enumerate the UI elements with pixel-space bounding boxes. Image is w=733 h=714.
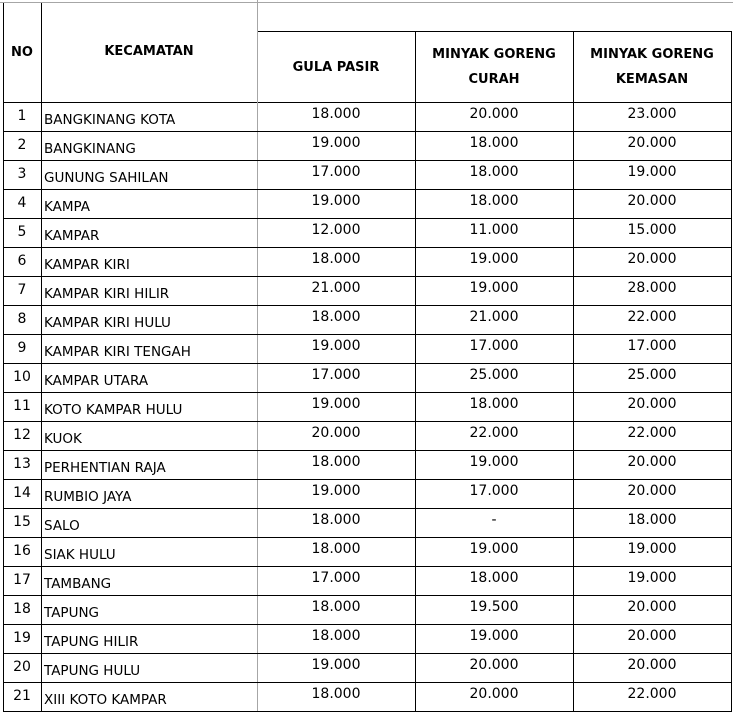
cell-minyak-kemasan: 17.000 bbox=[627, 338, 677, 354]
cell-minyak-curah: 19.000 bbox=[469, 280, 519, 296]
cell-minyak-kemasan: 23.000 bbox=[627, 106, 677, 122]
cell-minyak-kemasan: 20.000 bbox=[627, 251, 677, 267]
cell-kecamatan: KAMPAR KIRI TENGAH bbox=[44, 344, 191, 360]
table-row bbox=[0, 219, 733, 248]
cell-minyak-kemasan: 20.000 bbox=[627, 396, 677, 412]
cell-minyak-kemasan: 20.000 bbox=[627, 599, 677, 615]
cell-gula-pasir: 18.000 bbox=[311, 541, 361, 557]
cell-no: 1 bbox=[17, 108, 27, 124]
header-minyak-kemasan-line1: MINYAK GORENG bbox=[590, 47, 714, 62]
cell-gula-pasir: 17.000 bbox=[311, 367, 361, 383]
cell-minyak-curah: 21.000 bbox=[469, 309, 519, 325]
cell-no: 14 bbox=[13, 485, 31, 501]
cell-kecamatan: RUMBIO JAYA bbox=[44, 489, 132, 505]
cell-gula-pasir: 20.000 bbox=[311, 425, 361, 441]
cell-minyak-curah: 18.000 bbox=[469, 164, 519, 180]
cell-minyak-curah: 25.000 bbox=[469, 367, 519, 383]
cell-no: 5 bbox=[17, 224, 27, 240]
cell-minyak-kemasan: 20.000 bbox=[627, 483, 677, 499]
cell-gula-pasir: 18.000 bbox=[311, 454, 361, 470]
cell-gula-pasir: 12.000 bbox=[311, 222, 361, 238]
cell-gula-pasir: 18.000 bbox=[311, 309, 361, 325]
cell-no: 16 bbox=[13, 543, 31, 559]
cell-minyak-kemasan: 20.000 bbox=[627, 193, 677, 209]
cell-minyak-curah: 18.000 bbox=[469, 193, 519, 209]
cell-no: 3 bbox=[17, 166, 27, 182]
cell-kecamatan: KUOK bbox=[44, 431, 82, 447]
cell-minyak-curah: 17.000 bbox=[469, 483, 519, 499]
table-row bbox=[0, 625, 733, 654]
cell-gula-pasir: 18.000 bbox=[311, 512, 361, 528]
cell-gula-pasir: 19.000 bbox=[311, 483, 361, 499]
header-minyak-goreng-kemasan bbox=[573, 32, 731, 102]
cell-kecamatan: PERHENTIAN RAJA bbox=[44, 460, 166, 476]
cell-kecamatan: TAPUNG HULU bbox=[44, 663, 141, 679]
cell-no: 6 bbox=[17, 253, 27, 269]
cell-gula-pasir: 19.000 bbox=[311, 193, 361, 209]
table-row bbox=[0, 538, 733, 567]
row-border bbox=[3, 711, 732, 712]
cell-no: 2 bbox=[17, 137, 27, 153]
table-row bbox=[0, 596, 733, 625]
cell-no: 8 bbox=[17, 311, 27, 327]
table-row bbox=[0, 306, 733, 335]
table-row bbox=[0, 190, 733, 219]
cell-no: 10 bbox=[13, 369, 31, 385]
cell-gula-pasir: 18.000 bbox=[311, 628, 361, 644]
cell-no: 9 bbox=[17, 340, 27, 356]
table-row bbox=[0, 277, 733, 306]
cell-no: 7 bbox=[17, 282, 27, 298]
cell-kecamatan: KAMPAR KIRI HULU bbox=[44, 315, 171, 331]
cell-minyak-kemasan: 22.000 bbox=[627, 309, 677, 325]
cell-gula-pasir: 18.000 bbox=[311, 686, 361, 702]
header-minyak-kemasan-line2: KEMASAN bbox=[615, 72, 689, 87]
header-minyak-goreng-curah bbox=[415, 32, 573, 102]
cell-minyak-curah: 17.000 bbox=[469, 338, 519, 354]
table-row bbox=[0, 335, 733, 364]
cell-gula-pasir: 19.000 bbox=[311, 396, 361, 412]
header-gula-pasir: GULA PASIR bbox=[292, 59, 380, 75]
cell-kecamatan: KAMPAR KIRI HILIR bbox=[44, 286, 170, 302]
cell-minyak-kemasan: 19.000 bbox=[627, 570, 677, 586]
cell-no: 4 bbox=[17, 195, 27, 211]
cell-minyak-curah: 20.000 bbox=[469, 106, 519, 122]
cell-minyak-curah: 22.000 bbox=[469, 425, 519, 441]
cell-minyak-curah: 20.000 bbox=[469, 686, 519, 702]
cell-kecamatan: TAPUNG HILIR bbox=[44, 634, 139, 650]
cell-minyak-kemasan: 20.000 bbox=[627, 657, 677, 673]
cell-minyak-curah: 19.000 bbox=[469, 628, 519, 644]
header-minyak-curah-line2: CURAH bbox=[468, 72, 520, 87]
cell-minyak-kemasan: 20.000 bbox=[627, 135, 677, 151]
cell-gula-pasir: 18.000 bbox=[311, 251, 361, 267]
cell-minyak-curah: - bbox=[491, 512, 497, 528]
cell-kecamatan: SALO bbox=[44, 518, 80, 534]
cell-minyak-curah: 19.000 bbox=[469, 541, 519, 557]
cell-no: 20 bbox=[13, 659, 31, 675]
cell-minyak-kemasan: 28.000 bbox=[627, 280, 677, 296]
table-row bbox=[0, 683, 733, 712]
header-kecamatan: KECAMATAN bbox=[104, 44, 194, 59]
cell-minyak-kemasan: 19.000 bbox=[627, 541, 677, 557]
table-row bbox=[0, 509, 733, 538]
cell-kecamatan: KAMPA bbox=[44, 199, 91, 215]
table-row bbox=[0, 393, 733, 422]
cell-minyak-curah: 11.000 bbox=[469, 222, 519, 238]
table-row bbox=[0, 567, 733, 596]
table-row bbox=[0, 103, 733, 132]
cell-minyak-curah: 18.000 bbox=[469, 570, 519, 586]
table-row bbox=[0, 654, 733, 683]
cell-minyak-curah: 19.000 bbox=[469, 251, 519, 267]
table-row bbox=[0, 480, 733, 509]
header-no: NO bbox=[11, 45, 33, 60]
cell-kecamatan: GUNUNG SAHILAN bbox=[44, 170, 169, 186]
table-row bbox=[0, 422, 733, 451]
header-minyak-curah-line1: MINYAK GORENG bbox=[432, 47, 556, 62]
cell-kecamatan: XIII KOTO KAMPAR bbox=[44, 692, 167, 708]
cell-kecamatan: TAPUNG bbox=[44, 605, 100, 621]
cell-minyak-kemasan: 20.000 bbox=[627, 454, 677, 470]
cell-minyak-kemasan: 15.000 bbox=[627, 222, 677, 238]
cell-minyak-curah: 20.000 bbox=[469, 657, 519, 673]
cell-kecamatan: KAMPAR UTARA bbox=[44, 373, 149, 389]
cell-kecamatan: BANGKINANG bbox=[44, 141, 136, 157]
cell-no: 12 bbox=[13, 427, 31, 443]
cell-gula-pasir: 18.000 bbox=[311, 599, 361, 615]
cell-minyak-curah: 19.000 bbox=[469, 454, 519, 470]
cell-minyak-kemasan: 25.000 bbox=[627, 367, 677, 383]
cell-kecamatan: KAMPAR KIRI bbox=[44, 257, 130, 273]
table-row bbox=[0, 364, 733, 393]
cell-no: 15 bbox=[13, 514, 31, 530]
cell-minyak-curah: 19.500 bbox=[469, 599, 519, 615]
cell-kecamatan: BANGKINANG KOTA bbox=[44, 112, 176, 128]
cell-no: 17 bbox=[13, 572, 31, 588]
table-row bbox=[0, 451, 733, 480]
cell-kecamatan: KAMPAR bbox=[44, 228, 100, 244]
cell-minyak-curah: 18.000 bbox=[469, 135, 519, 151]
cell-gula-pasir: 19.000 bbox=[311, 338, 361, 354]
cell-gula-pasir: 17.000 bbox=[311, 570, 361, 586]
cell-kecamatan: TAMBANG bbox=[44, 576, 112, 592]
cell-kecamatan: KOTO KAMPAR HULU bbox=[44, 402, 183, 418]
cell-minyak-kemasan: 19.000 bbox=[627, 164, 677, 180]
table-row bbox=[0, 248, 733, 277]
cell-no: 21 bbox=[13, 688, 31, 704]
cell-gula-pasir: 19.000 bbox=[311, 657, 361, 673]
cell-kecamatan: SIAK HULU bbox=[44, 547, 116, 563]
cell-minyak-kemasan: 22.000 bbox=[627, 686, 677, 702]
cell-no: 11 bbox=[13, 398, 31, 414]
cell-minyak-kemasan: 22.000 bbox=[627, 425, 677, 441]
cell-gula-pasir: 17.000 bbox=[311, 164, 361, 180]
cell-no: 18 bbox=[13, 601, 31, 617]
cell-gula-pasir: 19.000 bbox=[311, 135, 361, 151]
cell-minyak-kemasan: 20.000 bbox=[627, 628, 677, 644]
cell-no: 19 bbox=[13, 630, 31, 646]
table-row bbox=[0, 132, 733, 161]
cell-no: 13 bbox=[13, 456, 31, 472]
cell-minyak-kemasan: 18.000 bbox=[627, 512, 677, 528]
cell-minyak-curah: 18.000 bbox=[469, 396, 519, 412]
cell-gula-pasir: 18.000 bbox=[311, 106, 361, 122]
cell-gula-pasir: 21.000 bbox=[311, 280, 361, 296]
table-row bbox=[0, 161, 733, 190]
